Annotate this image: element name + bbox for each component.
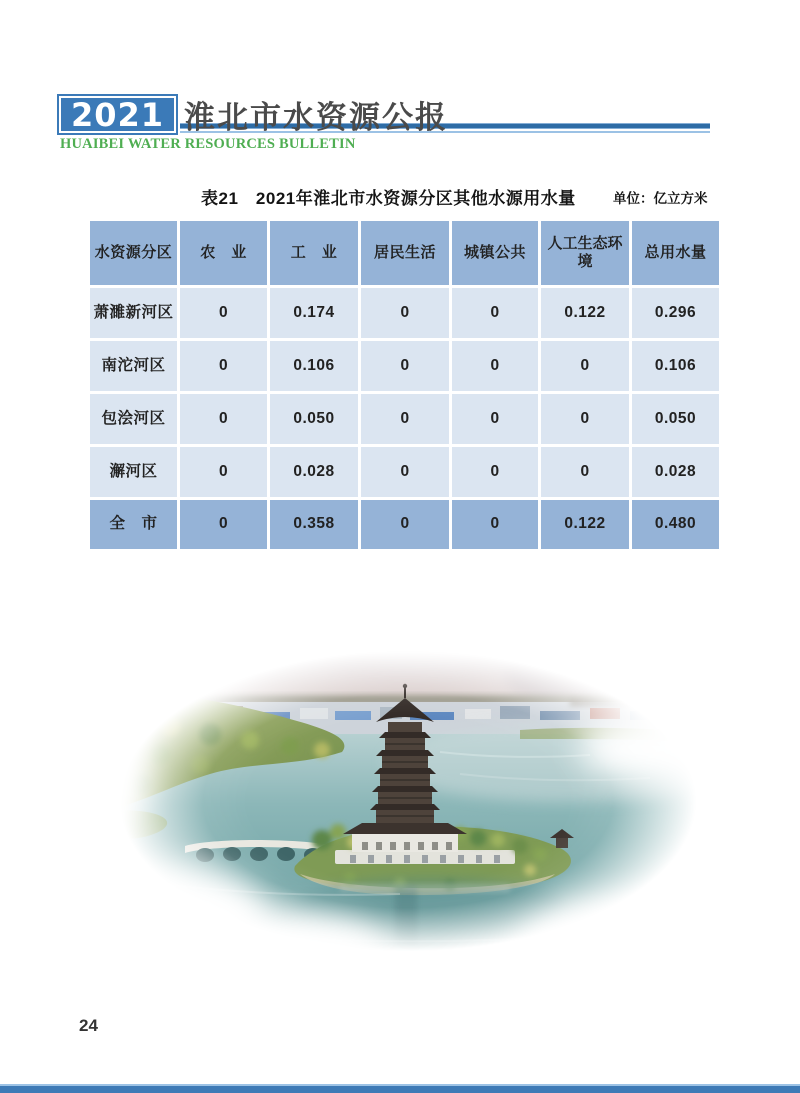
value-cell: 0: [180, 341, 267, 391]
value-cell: 0: [180, 394, 267, 444]
region-cell: 包浍河区: [90, 394, 177, 444]
table-unit-label: 单位：亿立方米: [613, 191, 708, 206]
photo-edge-fade: [520, 902, 740, 994]
column-header: 总用水量: [632, 221, 719, 285]
region-cell: 南沱河区: [90, 341, 177, 391]
photo-edge-fade: [350, 608, 500, 652]
value-cell: 0: [180, 447, 267, 497]
value-cell: 0: [452, 341, 538, 391]
footer-bar: [0, 1084, 800, 1093]
value-cell: 0.050: [632, 394, 719, 444]
bulletin-title-cn: 淮北市水资源公报: [184, 100, 448, 135]
bulletin-title-en: HUAIBEI WATER RESOURCES BULLETIN: [60, 136, 356, 152]
total-value-cell: 0.122: [541, 500, 629, 549]
value-cell: 0.296: [632, 288, 719, 338]
value-cell: 0.028: [632, 447, 719, 497]
column-header: 工 业: [270, 221, 358, 285]
total-value-cell: 0.358: [270, 500, 358, 549]
total-value-cell: 0: [452, 500, 538, 549]
water-use-table: [90, 221, 719, 549]
total-value-cell: 0: [180, 500, 267, 549]
value-cell: 0: [361, 447, 449, 497]
value-cell: 0: [541, 341, 629, 391]
value-cell: 0: [541, 394, 629, 444]
value-cell: 0: [361, 394, 449, 444]
region-cell: 萧濉新河区: [90, 288, 177, 338]
column-header: 农 业: [180, 221, 267, 285]
column-header: 城镇公共: [452, 221, 538, 285]
column-header: 水资源分区: [90, 221, 177, 285]
year-badge: 2021: [57, 94, 178, 135]
value-cell: 0: [180, 288, 267, 338]
value-cell: 0.028: [270, 447, 358, 497]
value-cell: 0.106: [632, 341, 719, 391]
lake-pagoda-photo: [100, 634, 716, 968]
value-cell: 0: [361, 288, 449, 338]
value-cell: 0.122: [541, 288, 629, 338]
value-cell: 0: [452, 447, 538, 497]
value-cell: 0.050: [270, 394, 358, 444]
column-header: 居民生活: [361, 221, 449, 285]
column-header: 人工生态环境: [541, 221, 629, 285]
region-cell: 澥河区: [90, 447, 177, 497]
total-region-cell: 全 市: [90, 500, 177, 549]
total-value-cell: 0: [361, 500, 449, 549]
value-cell: 0: [541, 447, 629, 497]
value-cell: 0: [452, 394, 538, 444]
value-cell: 0.106: [270, 341, 358, 391]
total-value-cell: 0.480: [632, 500, 719, 549]
photo-edge-fade: [578, 720, 728, 778]
table-caption: 表21 2021年淮北市水资源分区其他水源用水量: [201, 189, 576, 208]
photo-edge-fade: [70, 620, 240, 694]
value-cell: 0: [361, 341, 449, 391]
value-cell: 0: [452, 288, 538, 338]
page-number: 24: [79, 1016, 98, 1035]
photo-edge-fade: [218, 918, 388, 982]
value-cell: 0.174: [270, 288, 358, 338]
photo-edge-fade: [58, 718, 142, 838]
